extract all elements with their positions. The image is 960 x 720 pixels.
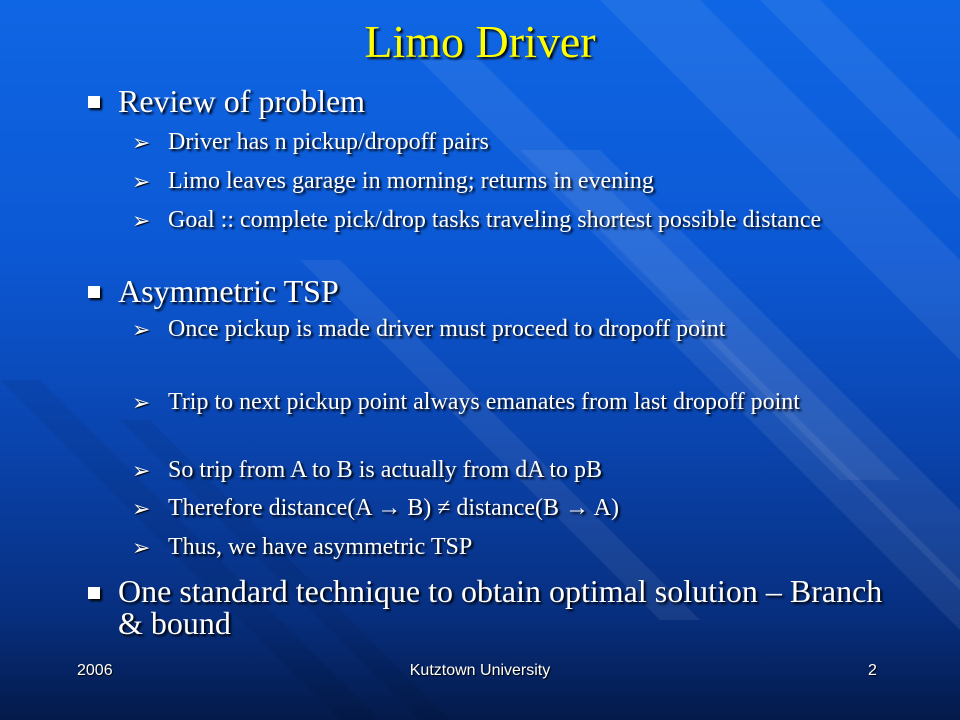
arrowhead-bullet-icon: ➢ — [132, 458, 151, 483]
arrowhead-bullet-icon: ➢ — [132, 169, 151, 194]
slide-title: Limo Driver — [364, 16, 596, 67]
bullet-1-sub-3: Goal :: complete pick/drop tasks traveling shortest possible distance — [168, 207, 822, 233]
arrowhead-bullet-icon: ➢ — [132, 208, 151, 233]
bullet-1: Review of problem — [118, 83, 366, 119]
bullet-2-sub-1: Once pickup is made driver must proceed to dropoff point — [168, 316, 726, 342]
arrowhead-bullet-icon: ➢ — [132, 130, 151, 155]
footer-organization: Kutztown University — [409, 662, 551, 679]
square-bullet-icon — [88, 96, 100, 108]
bullet-2-sub-3: So trip from A to B is actually from dA to pB — [168, 457, 602, 483]
square-bullet-icon — [88, 587, 100, 599]
bullet-2-sub-2: Trip to next pickup point always emanates from last dropoff point — [168, 389, 800, 415]
bullet-3: One standard technique to obtain optimal solution – Branch & bound — [118, 573, 883, 641]
footer-year: 2006 — [77, 662, 113, 679]
square-bullet-icon — [88, 286, 100, 298]
bullet-1-sub-1: Driver has n pickup/dropoff pairs — [168, 129, 489, 155]
arrowhead-bullet-icon: ➢ — [132, 535, 151, 560]
bullet-1-sub-2: Limo leaves garage in morning; returns in evening — [168, 168, 654, 194]
bullet-2-sub-5: Thus, we have asymmetric TSP — [168, 534, 473, 560]
bullet-2-sub-4: Therefore distance(A → B) ≠ distance(B → A) — [168, 495, 620, 521]
arrowhead-bullet-icon: ➢ — [132, 317, 151, 342]
arrowhead-bullet-icon: ➢ — [132, 390, 151, 415]
slide-number: 2 — [868, 662, 877, 679]
bullet-2: Asymmetric TSP — [118, 273, 339, 309]
arrowhead-bullet-icon: ➢ — [132, 496, 151, 521]
